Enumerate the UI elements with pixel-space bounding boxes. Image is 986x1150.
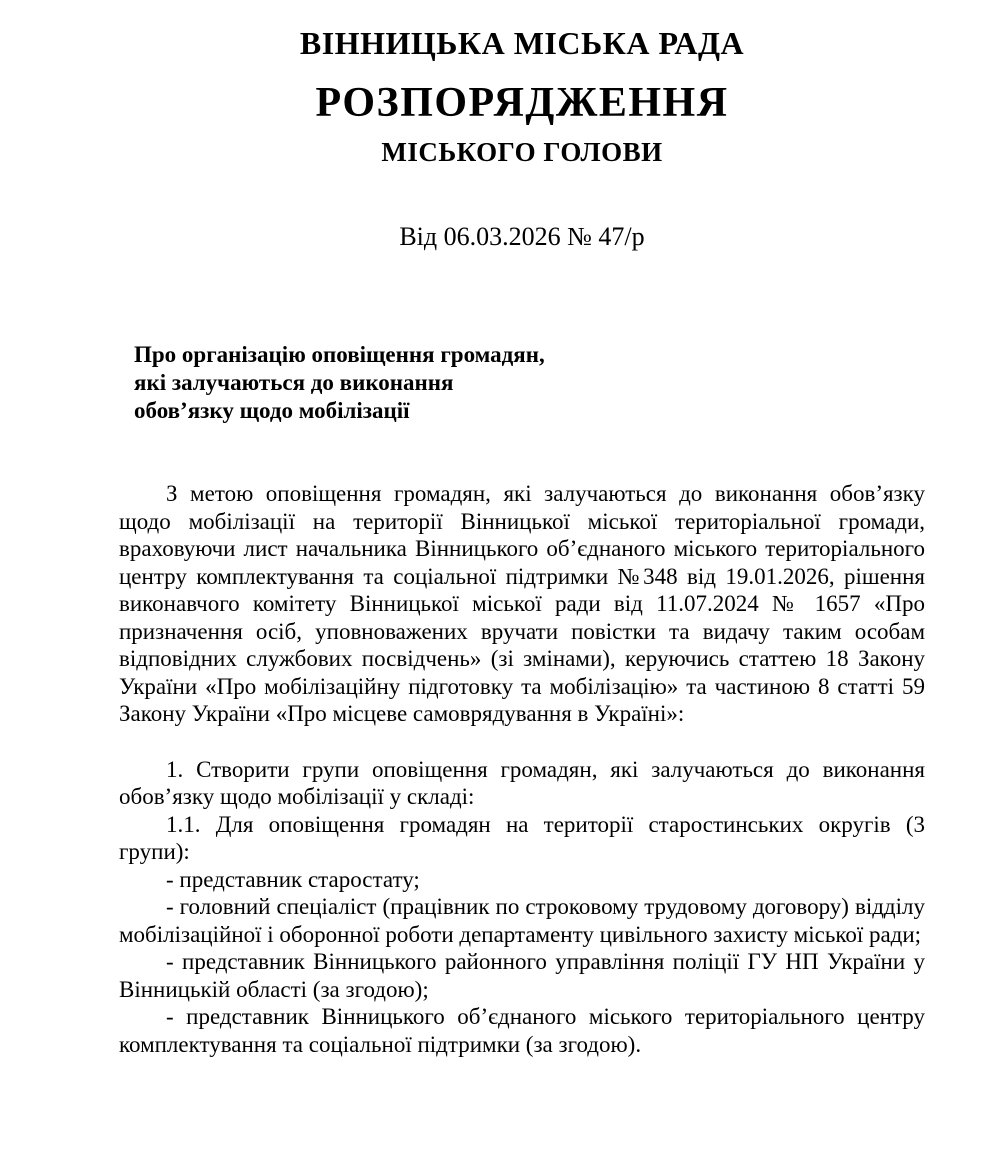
document-subject <box>134 341 694 425</box>
list-item-police-representative: - представник Вінницького районного управління поліції ГУ НП України у Вінницькій області (за згодою); <box>119 949 925 1002</box>
document-subtype-title: МІСЬКОГО ГОЛОВИ <box>381 137 663 167</box>
subject-line-1: Про організацію оповіщення громадян, <box>134 342 545 367</box>
document-type-title: РОЗПОРЯДЖЕННЯ <box>315 80 729 126</box>
list-item-recruitment-center-representative: - представник Вінницького об’єднаного міського територіального центру комплектування та соціальної підтримки (за згодою). <box>119 1004 925 1057</box>
document-date-number: Від 06.03.2026 № 47/р <box>399 222 645 251</box>
list-item-chief-specialist: - головний спеціаліст (працівник по строковому трудовому договору) відділу мобілізаційної і оборонної роботи департаменту цивільного захисту міської ради; <box>119 894 925 947</box>
organization-name: ВІННИЦЬКА МІСЬКА РАДА <box>299 25 745 61</box>
paragraph-item-1-1: 1.1. Для оповіщення громадян на території старостинських округів (3 групи): <box>119 811 925 864</box>
subject-line-2: які залучаються до виконання <box>134 370 454 395</box>
list-item-starostat-representative: - представник старостату; <box>166 866 420 892</box>
paragraph-preamble: З метою оповіщення громадян, які залучаються до виконання обов’язку щодо мобілізації на території Вінницької міської територіальної громади, враховуючи лист начальника Вінницького об’єднаного міського територіального центру комплектування та соціальної підтримки №348 від 19.01.2026, рішення виконавчого комітету Вінницької міської ради від 11.07.2024 № 1657 «Про призначення осіб, уповноважених вручати повістки та видачу таким особам відповідних службових посвідчень» (зі змінами), керуючись статтею 18 Закону України «Про мобілізаційну підготовку та мобілізацію» та частиною 8 статті 59 Закону України «Про місцеве самоврядування в Україні»: <box>119 481 925 726</box>
document-body <box>119 480 925 1058</box>
subject-line-3: обов’язку щодо мобілізації <box>134 398 410 423</box>
paragraph-item-1: 1. Створити групи оповіщення громадян, які залучаються до виконання обов’язку щодо мобілізації у складі: <box>119 756 925 809</box>
